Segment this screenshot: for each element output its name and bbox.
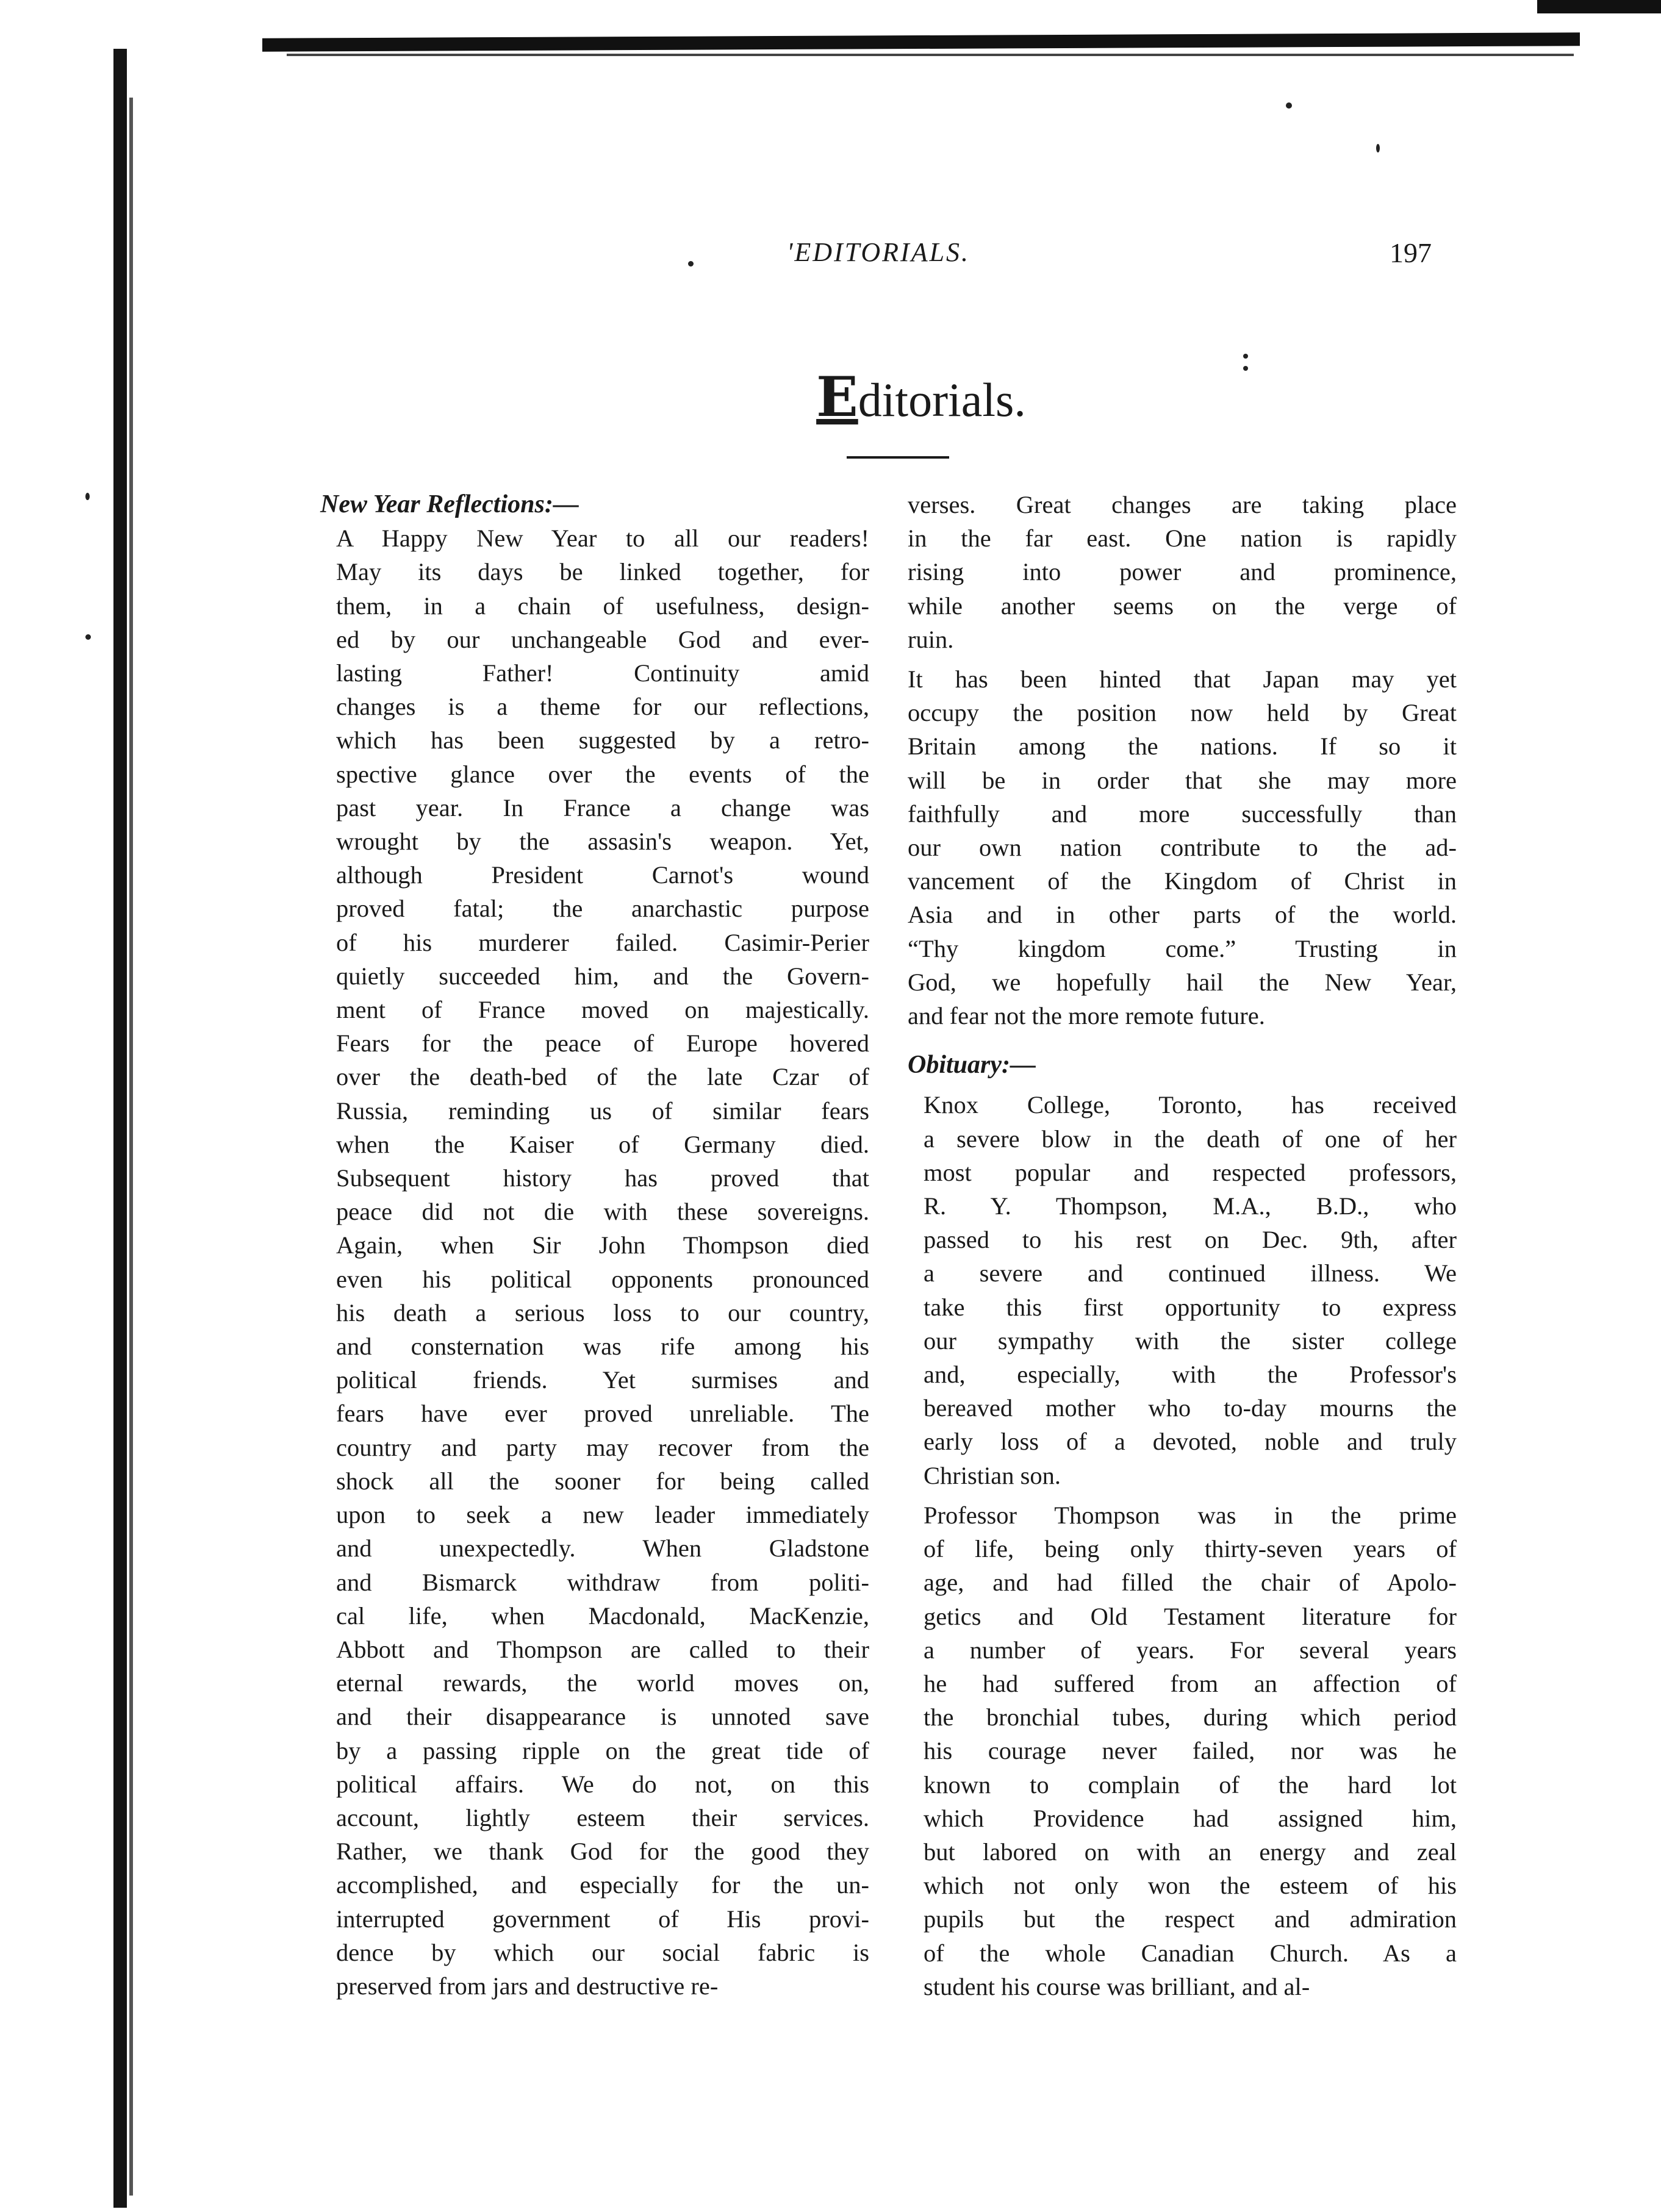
scan-speck [1286,102,1292,109]
text-line: dence by which our social fabric is [336,1938,869,1966]
text-line: Professor Thompson was in the prime [924,1501,1457,1529]
text-line: Asia and in other parts of the world. [908,901,1457,929]
text-line: May its days be linked together, for [336,558,869,586]
text-line: cal life, when Macdonald, MacKenzie, [336,1602,869,1630]
scan-speck [1243,366,1248,371]
text-line: bereaved mother who to-day mourns the [924,1394,1457,1422]
scan-top-edge [262,32,1580,51]
text-line: “Thy kingdom come.” Trusting in [908,934,1457,962]
text-line: although President Carnot's wound [336,861,869,889]
text-line: Britain among the nations. If so it [908,732,1457,761]
text-line: while another seems on the verge of [908,592,1457,620]
text-line: when the Kaiser of Germany died. [336,1130,869,1158]
scan-speck [1243,354,1248,359]
text-line: Russia, reminding us of similar fears [336,1097,869,1125]
text-line: a severe and continued illness. We [924,1259,1457,1287]
text-line: political friends. Yet surmises and [336,1366,869,1394]
text-line: ed by our unchangeable God and ever- [336,625,869,653]
left-column [320,488,869,2003]
text-line: his death a serious loss to our country, [336,1298,869,1326]
text-line: most popular and respected professors, [924,1158,1457,1186]
text-line: his courage never failed, nor was he [924,1737,1457,1765]
text-line: account, lightly esteem their services. [336,1803,869,1831]
text-line: student his course was brilliant, and al- [924,1972,1310,2000]
text-line: age, and had filled the chair of Apolo- [924,1569,1457,1597]
text-line: eternal rewards, the world moves on, [336,1669,869,1697]
text-line: It has been hinted that Japan may yet [908,665,1457,693]
page-number: 197 [1390,237,1432,268]
text-line: by a passing ripple on the great tide of [336,1736,869,1764]
text-line: Christian son. [924,1461,1061,1489]
text-line: fears have ever proved unreliable. The [336,1400,869,1428]
text-line: peace did not die with these sovereigns. [336,1198,869,1226]
scan-corner-mark [1537,0,1661,13]
text-line: spective glance over the events of the [336,760,869,788]
text-line: upon to seek a new leader immediately [336,1501,869,1529]
scan-speck [85,634,91,640]
article-paragraph [320,521,869,2003]
right-column [908,488,1457,2003]
text-line: ruin. [908,625,954,653]
scan-speck [688,261,694,267]
text-line: past year. In France a change was [336,793,869,821]
text-line: and, especially, with the Professor's [924,1361,1457,1389]
text-line: a severe blow in the death of one of her [924,1125,1457,1153]
text-line: known to complain of the hard lot [924,1770,1457,1799]
text-line: Fears for the peace of Europe hovered [336,1029,869,1058]
article-heading: New Year Reflections:— [320,490,579,518]
scan-top-edge-thin [287,54,1574,56]
text-line: passed to his rest on Dec. 9th, after [924,1226,1457,1254]
text-line: and consternation was rife among his [336,1333,869,1361]
article-paragraph [908,1498,1457,2003]
text-line: country and party may recover from the [336,1433,869,1461]
text-line: which Providence had assigned him, [924,1804,1457,1832]
article-paragraph [908,1088,1457,1492]
text-line: political affairs. We do not, on this [336,1770,869,1798]
section-title [762,365,1080,429]
text-line: R. Y. Thompson, M.A., B.D., who [924,1192,1457,1220]
text-line: our sympathy with the sister college [924,1326,1457,1355]
text-line: early loss of a devoted, noble and truly [924,1428,1457,1456]
text-line: faithfully and more successfully than [908,800,1457,828]
text-line: ment of France moved on majestically. [336,996,869,1024]
text-line: lasting Father! Continuity amid [336,659,869,687]
text-line: the bronchial tubes, during which period [924,1703,1457,1731]
text-line: and unexpectedly. When Gladstone [336,1534,869,1562]
text-line: pupils but the respect and admiration [924,1905,1457,1933]
text-line: proved fatal; the anarchastic purpose [336,895,869,923]
text-line: of life, being only thirty-seven years of [924,1535,1457,1563]
text-line: our own nation contribute to the ad- [908,834,1457,862]
text-line: and Bismarck withdraw from politi- [336,1568,869,1596]
text-line: Rather, we thank God for the good they [336,1838,869,1866]
text-line: but labored on with an energy and zeal [924,1838,1457,1866]
text-line: shock all the sooner for being called [336,1467,869,1495]
text-line: in the far east. One nation is rapidly [908,524,1457,553]
scan-speck [1376,144,1380,152]
text-line: and fear not the more remote future. [908,1002,1265,1030]
text-line: accomplished, and especially for the un- [336,1871,869,1899]
scan-speck [85,493,90,500]
scan-binding-shadow [129,98,133,2196]
text-line: Subsequent history has proved that [336,1164,869,1192]
text-line: verses. Great changes are taking place [908,491,1457,518]
text-line: he had suffered from an affection of [924,1669,1457,1697]
text-line: vancement of the Kingdom of Christ in [908,867,1457,895]
article-heading: Obituary:— [908,1051,1036,1079]
article-paragraph [908,662,1457,1033]
text-line: will be in order that she may more [908,766,1457,794]
text-line: getics and Old Testament literature for [924,1602,1457,1630]
heading-rule [847,456,949,459]
text-line: them, in a chain of usefulness, design- [336,592,869,620]
text-line: Again, when Sir John Thompson died [336,1231,869,1259]
text-line: wrought by the assasin's weapon. Yet, [336,828,869,856]
text-line: even his political opponents pronounced [336,1265,869,1293]
text-line: which has been suggested by a retro- [336,726,869,754]
scan-binding-edge [113,49,127,2208]
text-line: of the whole Canadian Church. As a [924,1939,1457,1967]
article-paragraph [908,488,1457,656]
text-line: take this first opportunity to express [924,1293,1457,1321]
text-line: A Happy New Year to all our readers! [336,524,869,553]
text-line: God, we hopefully hail the New Year, [908,968,1457,996]
text-line: and their disappearance is unnoted save [336,1703,869,1731]
text-line: rising into power and prominence, [908,558,1457,586]
text-line: Abbott and Thompson are called to their [336,1635,869,1663]
section-title-initial: E [816,365,858,429]
text-line: changes is a theme for our reflections, [336,693,869,721]
text-line: Knox College, Toronto, has received [924,1091,1457,1119]
text-line: occupy the position now held by Great [908,699,1457,727]
text-line: quietly succeeded him, and the Govern- [336,962,869,990]
text-line: interrupted government of His provi- [336,1905,869,1933]
text-line: a number of years. For several years [924,1636,1457,1664]
text-line: over the death-bed of the late Czar of [336,1063,869,1091]
running-head: 'EDITORIALS. [787,237,970,267]
text-line: preserved from jars and destructive re- [336,1972,719,2000]
text-line: which not only won the esteem of his [924,1872,1457,1900]
section-title-rest: ditorials. [858,373,1026,426]
text-line: of his murderer failed. Casimir-Perier [336,928,869,956]
